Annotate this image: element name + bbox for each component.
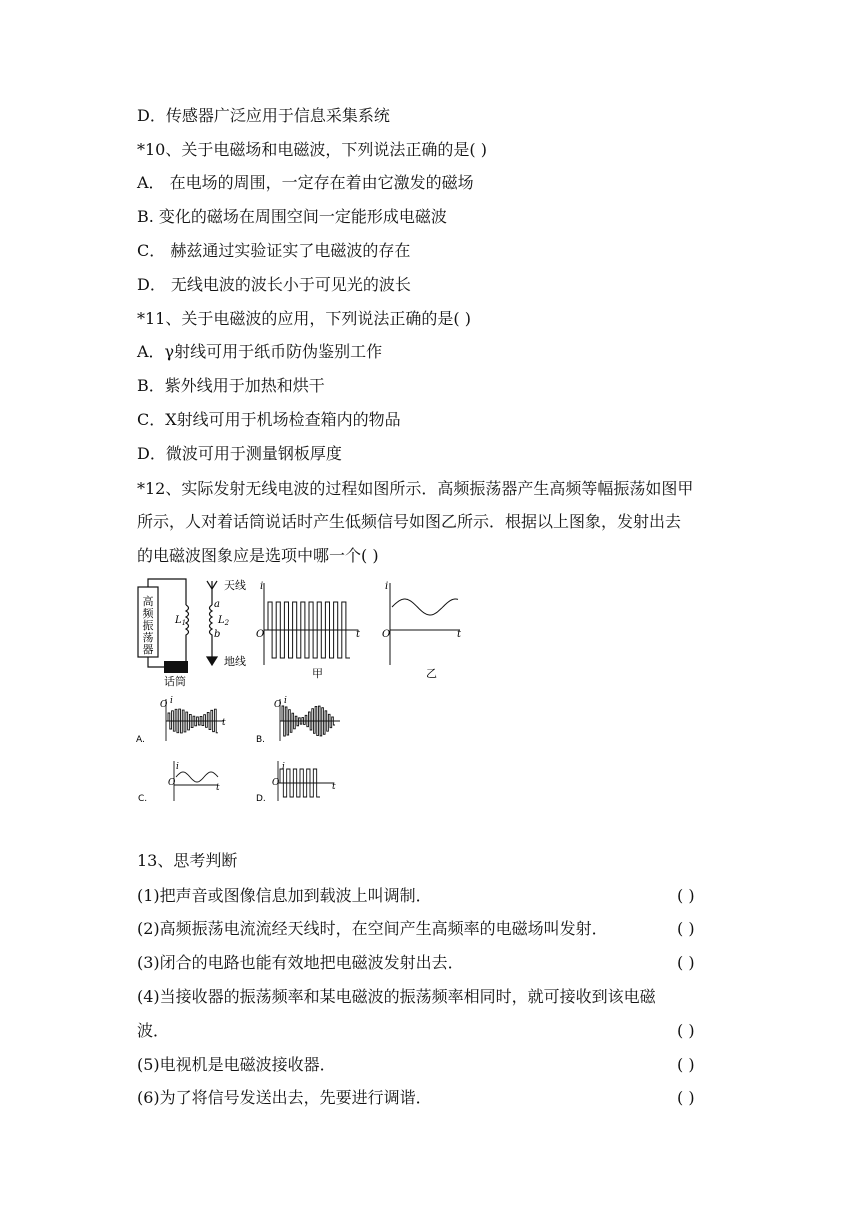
option-a-origin: O <box>160 700 168 710</box>
coil-l1 <box>186 605 189 637</box>
graph-yi-signal-wave <box>392 599 458 615</box>
coil-l1-label: $L_1$ <box>175 615 187 627</box>
option-a-graph <box>166 699 224 741</box>
graph-yi-origin: O <box>382 629 391 640</box>
microphone-symbol <box>164 661 188 673</box>
coil-l2-label: $L_2$ <box>218 615 230 627</box>
q10-option-c: C． 赫兹通过实验证实了电磁波的存在 <box>137 241 411 260</box>
q13-item-4-text: (4)当接收器的振荡频率和某电磁波的振荡频率相同时，就可接收到该电磁 <box>137 987 656 1006</box>
option-c-label: C. <box>138 794 148 804</box>
graph-jia-carrier-wave <box>268 602 350 658</box>
option-d-graph <box>278 761 334 801</box>
q9-option-d: D．传感器广泛应用于信息采集系统 <box>137 106 390 125</box>
q10-stem: *10、关于电磁场和电磁波，下列说法正确的是( ) <box>137 140 487 159</box>
option-b-label: B. <box>256 735 266 745</box>
antenna-label: 天线 <box>224 579 246 592</box>
option-a-i-label: i <box>170 696 173 706</box>
graph-yi-i-label: i <box>385 581 389 592</box>
q12-figure <box>130 575 490 815</box>
q11-option-a: A．γ射线可用于纸币防伪鉴别工作 <box>137 342 383 361</box>
q13-title: 13、思考判断 <box>137 851 238 870</box>
ground-label: 地线 <box>224 655 246 668</box>
q10-option-a: A． 在电场的周围，一定存在着由它激发的磁场 <box>137 173 474 192</box>
graph-jia <box>264 583 358 665</box>
q11-option-c: C．X射线可用于机场检查箱内的物品 <box>137 410 401 429</box>
graph-jia-i-label: i <box>260 581 264 592</box>
graph-yi <box>390 583 460 665</box>
option-d-origin: O <box>272 778 280 788</box>
option-d-label: D. <box>256 794 266 804</box>
q13-item-4-text-cont: 波． <box>137 1021 170 1040</box>
q13-item-1-text: (1)把声音或图像信息加到载波上叫调制． <box>137 886 432 905</box>
microphone-label: 话筒 <box>164 675 186 688</box>
q13-item-6-text: (6)为了将信号发送出去，先要进行调谐． <box>137 1088 432 1107</box>
q13-item-5-blank[interactable]: ( ) <box>677 1055 695 1074</box>
q12-stem-line1: *12、实际发射无线电波的过程如图所示．高频振荡器产生高频等幅振荡如图甲 <box>137 479 694 498</box>
q11-stem: *11、关于电磁波的应用，下列说法正确的是( ) <box>137 309 471 328</box>
option-c-t-label: t <box>216 783 220 793</box>
q12-stem-line2: 所示，人对着话筒说话时产生低频信号如图乙所示．根据以上图象，发射出去 <box>137 512 682 531</box>
graph-jia-label: 甲 <box>312 667 323 680</box>
q11-option-b: B．紫外线用于加热和烘干 <box>137 376 325 395</box>
q11-option-d: D．微波可用于测量钢板厚度 <box>137 444 342 463</box>
option-c-i-label: i <box>176 762 179 772</box>
q13-item-1-blank[interactable]: ( ) <box>677 886 695 905</box>
option-b-graph <box>280 699 340 741</box>
graph-jia-origin: O <box>256 629 265 640</box>
option-d-i-label: i <box>282 762 285 772</box>
graph-jia-t-label: t <box>356 629 361 640</box>
option-c-origin: O <box>168 778 176 788</box>
q13-item-5-text: (5)电视机是电磁波接收器． <box>137 1055 336 1074</box>
point-b-label: b <box>214 629 221 640</box>
option-b-i-label: i <box>284 696 287 706</box>
q13-item-6-blank[interactable]: ( ) <box>677 1088 695 1107</box>
option-c-graph <box>174 761 218 801</box>
graph-yi-t-label: t <box>457 629 462 640</box>
graph-yi-label: 乙 <box>426 667 437 680</box>
q10-option-d: D． 无线电波的波长小于可见光的波长 <box>137 275 411 294</box>
q13-item-3-blank[interactable]: ( ) <box>677 953 695 972</box>
point-a-label: a <box>214 599 220 610</box>
q10-option-b: B. 变化的磁场在周围空间一定能形成电磁波 <box>137 207 447 226</box>
option-b-origin: O <box>274 700 282 710</box>
q13-item-2-blank[interactable]: ( ) <box>677 919 695 938</box>
q12-stem-line3: 的电磁波图象应是选项中哪一个( ) <box>137 546 379 565</box>
q13-item-3-text: (3)闭合的电路也能有效地把电磁波发射出去． <box>137 953 464 972</box>
option-d-t-label: t <box>332 782 336 792</box>
ground-symbol <box>207 657 217 665</box>
coil-l2 <box>210 605 213 637</box>
option-a-t-label: t <box>222 718 226 728</box>
q13-item-4-blank[interactable]: ( ) <box>677 1021 695 1040</box>
option-a-label: A. <box>136 735 145 745</box>
oscillator-label: 高频振荡器 <box>142 595 154 656</box>
q13-item-2-text: (2)高频振荡电流流经天线时，在空间产生高频率的电磁场叫发射． <box>137 919 608 938</box>
